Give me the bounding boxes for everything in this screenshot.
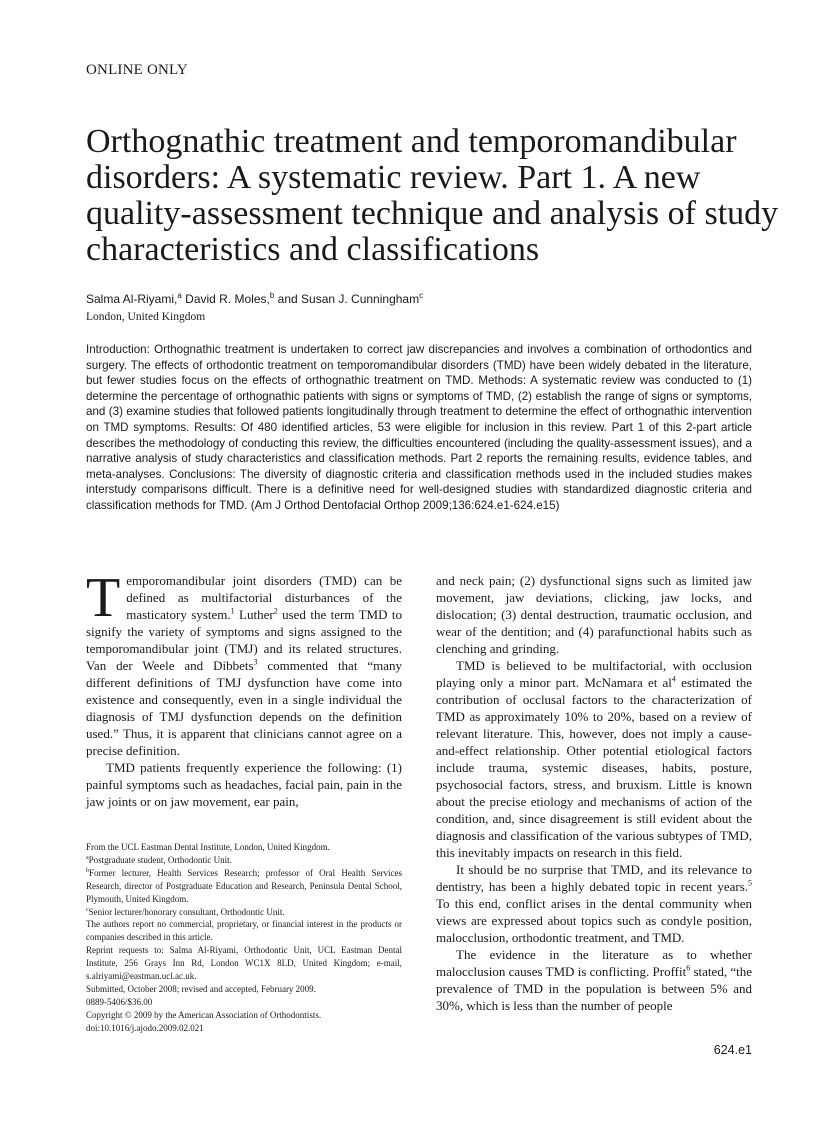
paragraph-text: emporomandibular joint disorders (TMD) can be defined as multifactorial disturbances of the masticatory system. (126, 573, 402, 622)
footnote-text: Senior lecturer/honorary consultant, Orthodontic Unit. (88, 906, 285, 917)
body-paragraph (86, 567, 402, 759)
reference-marker: 5 (748, 878, 752, 888)
author-name: David R. Moles, (185, 292, 270, 306)
author-name: and Susan J. Cunningham (277, 292, 420, 306)
author-name: Salma Al-Riyami, (86, 292, 178, 306)
affiliation-marker: a (86, 854, 89, 861)
body-paragraph (436, 657, 752, 861)
paragraph-text: estimated the contribution of occlusal factors to the characterization of TMD as approximately 10% to 20%, based on a review of relevant literature. This, however, does not imply a cause-and-effect relationship. Other potential etiological factors include trauma, systemic diseases, habits, posture, psychosocial factors, stress, and bruxism. Little is known about the precise etiology and mechanisms of action of the condition, and, since disagreement is still evident about the diagnosis and classification of the various subtypes of TMD, this inevitably impacts on research in this field. (436, 675, 752, 860)
footnote-copyright: Copyright © 2009 by the American Association of Orthodontists. (86, 1009, 322, 1020)
footnote-author-b (86, 867, 402, 906)
body-paragraph: and neck pain; (2) dysfunctional signs such as limited jaw movement, jaw deviations, clicking, jaw locks, and dislocation; (3) dental destruction, traumatic occlusion, and wear of the dentition; and (4) parafunctional habits such as clenching and grinding. (436, 573, 752, 656)
drop-cap: T (86, 567, 121, 629)
reference-marker: 3 (253, 657, 258, 667)
body-paragraph (436, 861, 752, 946)
section-label: ONLINE ONLY (86, 62, 188, 78)
affiliation-marker: a (177, 291, 182, 300)
paragraph-text: It should be no surprise that TMD, and its relevance to dentistry, has been a highly debated topic in recent years. (436, 862, 752, 894)
footnote-reprint: Reprint requests to: Salma Al-Riyami, Orthodontic Unit, UCL Eastman Dental Institute, 256 Grays Inn Rd, London WC1X 8LD, United Kingdom; e-mail, s.alriyami@eastman.ucl.ac.uk. (86, 945, 402, 982)
footnote-institution: From the UCL Eastman Dental Institute, London, United Kingdom. (86, 842, 330, 852)
footnote-author-a (86, 854, 402, 867)
footnote-author-c (86, 906, 402, 919)
paragraph-text: used the term TMD to signify the variety of symptoms and signs assigned to the temporomandibular joint (TMJ) and its related structures. Van der Weele and Dibbets (86, 607, 402, 673)
author-list (86, 291, 423, 306)
paragraph-text: commented that “many different definitions of TMJ dysfunction have come into existence and consequently, even in a single individual the diagnosis of TMJ dysfunction depends on the definition used.” Thus, it is apparent that clinicians cannot agree on a precise definition. (86, 658, 402, 758)
paragraph-text: TMD is believed to be multifactorial, with occlusion playing only a minor part. McNamara et al (436, 658, 752, 690)
paragraph-text: stated, “the prevalence of TMD in the population is between 5% and 30%, which is less than the number of people (436, 964, 752, 1013)
paragraph-text: Luther (234, 607, 274, 622)
reference-marker: 1 (230, 606, 235, 616)
body-paragraph (436, 946, 752, 1014)
page-number: 624.e1 (713, 1043, 752, 1057)
affiliation-marker: c (419, 291, 424, 300)
article-title: Orthognathic treatment and temporomandibular disorders: A systematic review. Part 1. A new quality-assessment technique and analysis of study characteristics and classifications (86, 123, 779, 268)
reference-marker: 2 (273, 606, 278, 616)
abstract: Introduction: Orthognathic treatment is undertaken to correct jaw discrepancies and involves a combination of orthodontics and surgery. The effects of orthodontic treatment on temporomandibular disorders (TMD) have been widely debated in the literature, but fewer studies focus on the effects of orthognathic treatment on TMD. Methods: A systematic review was conducted to (1) determine the percentage of orthognathic patients with signs or symptoms of TMD, (2) establish the range of signs or symptoms, and (3) examine studies that followed patients longitudinally through treatment to determine the effect of orthognathic intervention on TMD symptoms. Results: Of 480 identified articles, 53 were eligible for inclusion in this review. Part 1 of this 2-part article describes the methodology of conducting this review, the difficulties encountered (including the quality-assessment issues), and a narrative analysis of study characteristics and classification methods. Part 2 reports the remaining results, evidence tables, and meta-analyses. Conclusions: The diversity of diagnostic criteria and classification methods used in the included studies makes interstudy comparisons difficult. There is a definitive need for well-designed studies with standardized diagnostic criteria and classification methods for TMD. (Am J Orthod Dentofacial Orthop 2009;136:624.e1-624.e15) (86, 343, 752, 512)
body-column-left (86, 567, 402, 810)
footnote-text: Former lecturer, Health Services Research; professor of Oral Health Services Research, director of Postgraduate Education and Research, Peninsula Dental School, Plymouth, United Kingdom. (86, 867, 402, 904)
reference-marker: 6 (686, 963, 691, 973)
author-location: London, United Kingdom (86, 311, 206, 323)
footnote-issn: 0889-5406/$36.00 (86, 996, 153, 1007)
footnote-doi: doi:10.1016/j.ajodo.2009.02.021 (86, 1022, 204, 1033)
paragraph-text: The evidence in the literature as to whether malocclusion causes TMD is conflicting. Proffit (436, 947, 752, 979)
paragraph-text: To this end, conflict arises in the dental community when views are expressed about topics such as condyle position, malocclusion, orthodontic treatment, and TMD. (436, 896, 752, 945)
footnotes (86, 841, 402, 1035)
footnote-submitted: Submitted, October 2008; revised and accepted, February 2009. (86, 983, 316, 994)
footnote-text: Postgraduate student, Orthodontic Unit. (88, 854, 232, 865)
affiliation-marker: b (86, 867, 89, 874)
body-column-right (436, 572, 752, 1014)
body-paragraph: TMD patients frequently experience the following: (1) painful symptoms such as headaches, facial pain, pain in the jaw joints or on jaw movement, ear pain, (86, 760, 402, 809)
affiliation-marker: c (86, 906, 89, 913)
footnote-disclosure: The authors report no commercial, proprietary, or financial interest in the products or companies described in this article. (86, 919, 402, 943)
affiliation-marker: b (269, 291, 275, 300)
reference-marker: 4 (671, 674, 676, 684)
